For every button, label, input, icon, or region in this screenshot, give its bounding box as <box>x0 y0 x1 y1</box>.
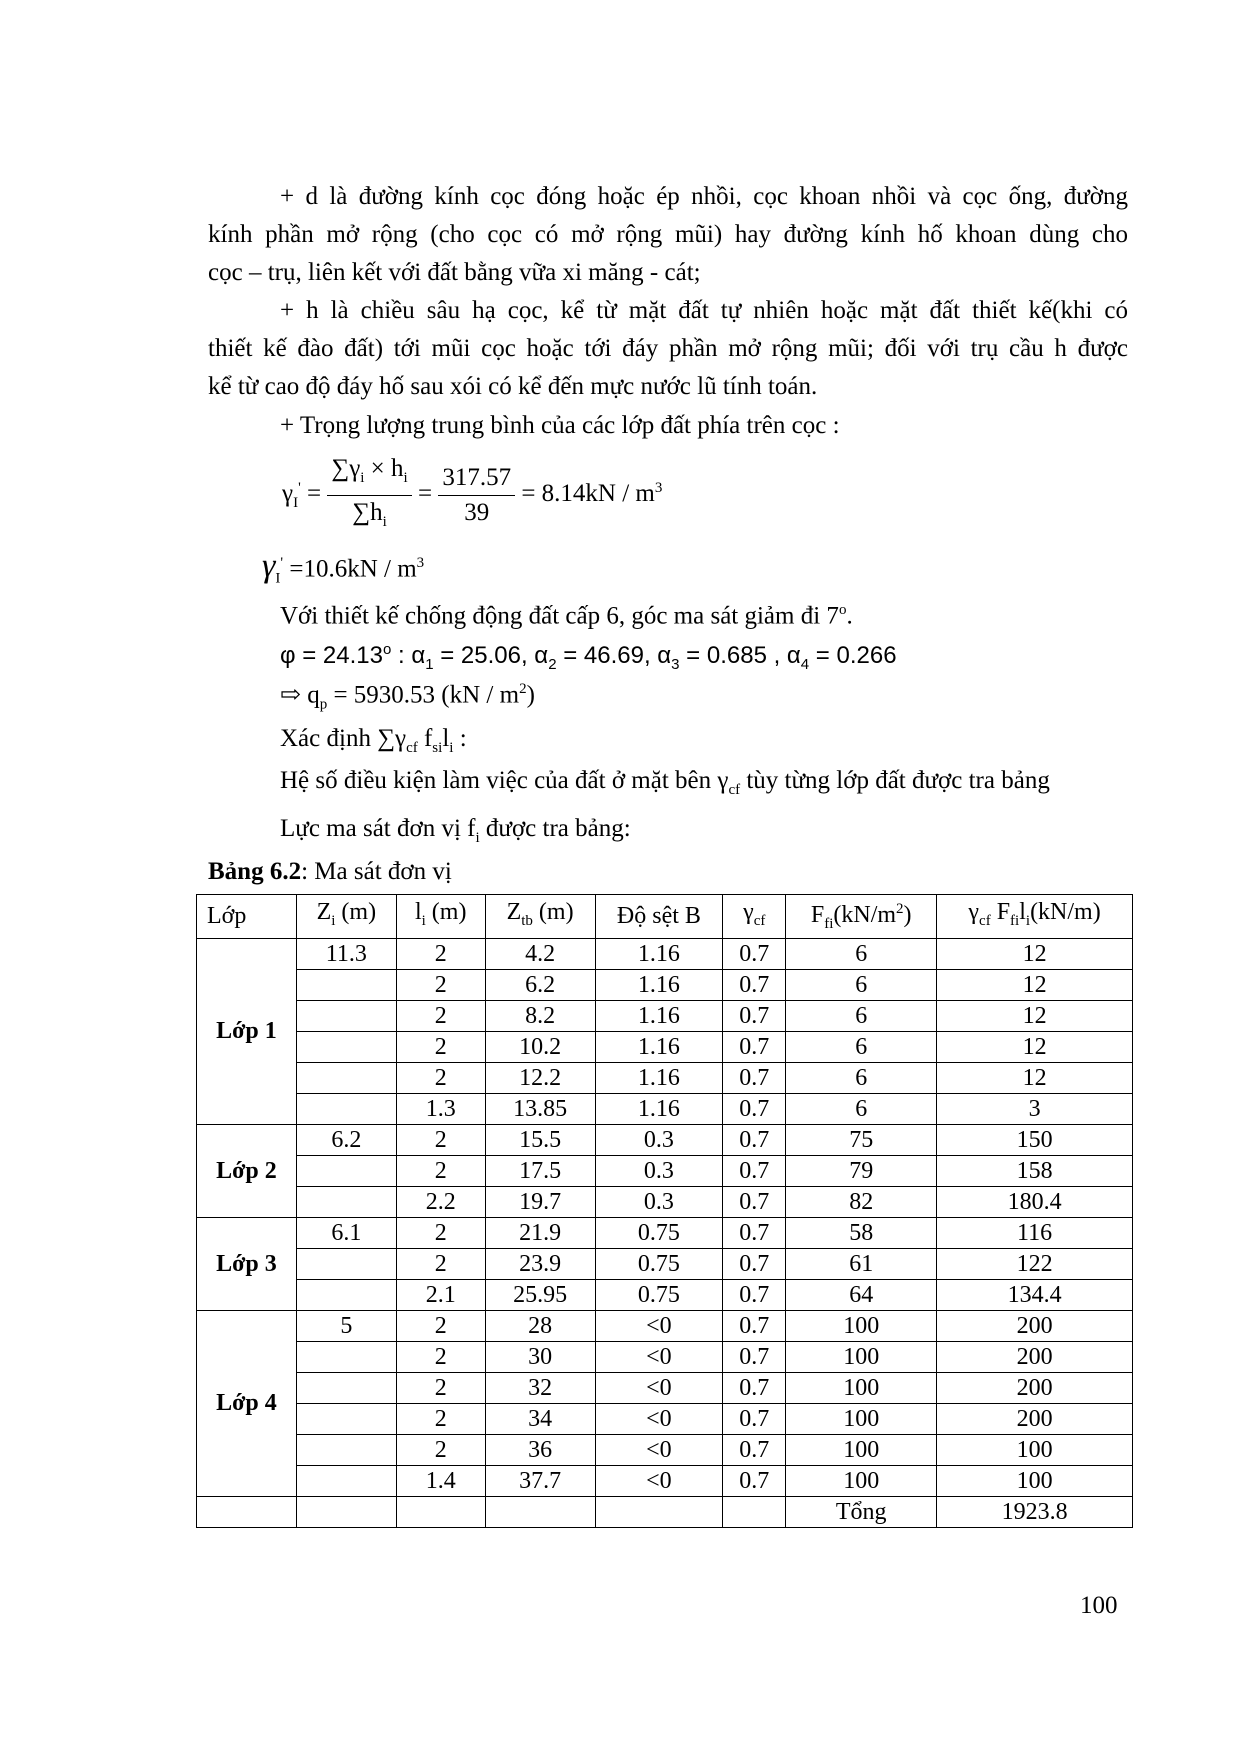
unit-friction-note: Lực ma sát đơn vị $f_i$ được tra bảng: <box>280 815 631 846</box>
table-cell: 34 <box>485 1403 595 1434</box>
table-cell: 21.9 <box>485 1217 595 1248</box>
table-cell: 0.7 <box>723 969 786 1000</box>
table-cell: 13.85 <box>485 1093 595 1124</box>
table-cell <box>296 1186 396 1217</box>
table-cell: 32 <box>485 1372 595 1403</box>
table-cell: <0 <box>595 1310 723 1341</box>
table-cell: 2 <box>396 1062 485 1093</box>
table-cell <box>296 1031 396 1062</box>
table-cell: 19.7 <box>485 1186 595 1217</box>
table-cell: 2 <box>396 1372 485 1403</box>
header-ffi: $F_{fi}(kN/m^2)$ <box>786 895 937 939</box>
table-cell: 0.7 <box>723 1310 786 1341</box>
table-cell: 1.16 <box>595 1031 723 1062</box>
table-cell: 0.7 <box>723 1000 786 1031</box>
table-cell: 0.7 <box>723 1124 786 1155</box>
table-cell: 6 <box>786 938 937 969</box>
header-gamma-cf: $\gamma_{cf}$ <box>723 895 786 939</box>
arrow-right-icon: ⇨ <box>280 681 301 709</box>
table-cell: 28 <box>485 1310 595 1341</box>
formula-average-unit-weight: $\gamma_I'$ = $\frac{\sum\gamma_i \times h_i}{\sum h_i}$ = $\frac{317.57}{39}$ = $8.14kN / m^3$ <box>282 452 662 539</box>
text-line: + d là đường kính cọc đóng hoặc ép nhồi, cọc khoan nhồi và cọc ống, đường <box>280 183 1128 210</box>
table-cell: 5 <box>296 1310 396 1341</box>
table-cell: 61 <box>786 1248 937 1279</box>
table-cell: 6 <box>786 1031 937 1062</box>
table-cell <box>296 1434 396 1465</box>
table-cell: 2 <box>396 1000 485 1031</box>
table-cell: 12 <box>937 1062 1133 1093</box>
table-caption: Bảng 6.2: Ma sát đơn vị <box>208 858 452 885</box>
table-cell <box>296 1372 396 1403</box>
table-cell: 180.4 <box>937 1186 1133 1217</box>
table-cell: 0.7 <box>723 1403 786 1434</box>
fraction-values: $\frac{317.57}{39}$ <box>438 461 515 530</box>
table-cell: 200 <box>937 1341 1133 1372</box>
table-row <box>197 1279 1133 1310</box>
table-cell: 6 <box>786 1093 937 1124</box>
table-cell: 11.3 <box>296 938 396 969</box>
table-cell: 25.95 <box>485 1279 595 1310</box>
table-row <box>197 1062 1133 1093</box>
table-cell: 2.2 <box>396 1186 485 1217</box>
table-row <box>197 969 1133 1000</box>
unit-friction-table <box>196 894 1133 1528</box>
table-cell <box>296 1403 396 1434</box>
table-cell: 10.2 <box>485 1031 595 1062</box>
table-cell: 6.1 <box>296 1217 396 1248</box>
table-cell: 0.7 <box>723 1031 786 1062</box>
table-total-row <box>197 1496 1133 1527</box>
table-cell: 100 <box>786 1341 937 1372</box>
table-cell: 2.1 <box>396 1279 485 1310</box>
table-cell: 30 <box>485 1341 595 1372</box>
text-line: + h là chiều sâu hạ cọc, kể từ mặt đất tự nhiên hoặc mặt đất thiết kế(khi có <box>280 297 1128 324</box>
table-row <box>197 1093 1133 1124</box>
table-cell <box>296 1496 396 1527</box>
table-cell: 1.16 <box>595 969 723 1000</box>
table-row <box>197 1155 1133 1186</box>
table-cell: 3 <box>937 1093 1133 1124</box>
table-cell: <0 <box>595 1465 723 1496</box>
table-cell: 100 <box>786 1465 937 1496</box>
table-row <box>197 1372 1133 1403</box>
table-cell <box>296 1155 396 1186</box>
table-cell: 122 <box>937 1248 1133 1279</box>
layer-name-cell: Lớp 2 <box>197 1124 297 1217</box>
table-cell: 0.7 <box>723 1372 786 1403</box>
header-zi: $Z_i$ (m) <box>296 895 396 939</box>
table-row <box>197 1403 1133 1434</box>
text-line: thiết kế đào đất) tới mũi cọc hoặc tới đáy phần mở rộng mũi; đối với trụ cầu h được <box>208 335 1128 362</box>
table-cell: 15.5 <box>485 1124 595 1155</box>
paragraph-pile-depth <box>208 292 1128 406</box>
table-cell: 0.7 <box>723 1155 786 1186</box>
table-cell <box>296 1279 396 1310</box>
table-cell: 17.5 <box>485 1155 595 1186</box>
table-cell <box>296 969 396 1000</box>
table-cell: 2 <box>396 938 485 969</box>
table-cell: 2 <box>396 1217 485 1248</box>
table-cell <box>296 1248 396 1279</box>
table-cell: 100 <box>786 1310 937 1341</box>
table-cell: 0.7 <box>723 1093 786 1124</box>
table-cell: 0.3 <box>595 1124 723 1155</box>
table-cell: 0.7 <box>723 938 786 969</box>
table-cell: 150 <box>937 1124 1133 1155</box>
friction-angle-coefficients: $\varphi = 24.13^o$ : $\alpha_1 = 25.06$, $\alpha_2 = 46.69$, $\alpha_3 = 0.685$ , $\alpha_4 = 0.266$ <box>280 641 897 673</box>
table-cell: 2 <box>396 1403 485 1434</box>
table-cell: 2 <box>396 1434 485 1465</box>
table-cell: 2 <box>396 1310 485 1341</box>
table-cell: 1.16 <box>595 938 723 969</box>
table-cell <box>296 1341 396 1372</box>
table-cell: 1.16 <box>595 1000 723 1031</box>
seismic-note: Với thiết kế chống động đất cấp 6, góc ma sát giảm đi 7$^o$. <box>280 602 853 630</box>
table-cell: 2 <box>396 1155 485 1186</box>
table-cell: 6 <box>786 1000 937 1031</box>
total-label: Tổng <box>786 1496 937 1527</box>
fraction-sum: $\frac{\sum\gamma_i \times h_i}{\sum h_i}$ <box>327 452 411 539</box>
table-cell: 0.75 <box>595 1279 723 1310</box>
table-row <box>197 1341 1133 1372</box>
table-cell: 64 <box>786 1279 937 1310</box>
table-cell: 23.9 <box>485 1248 595 1279</box>
table-cell: 0.3 <box>595 1186 723 1217</box>
table-cell: 0.75 <box>595 1248 723 1279</box>
table-row <box>197 1124 1133 1155</box>
working-coefficient-note: Hệ số điều kiện làm việc của đất ở mặt bên $\gamma_{cf}$ tùy từng lớp đất được tra bảng <box>280 767 1050 798</box>
table-cell <box>197 1496 297 1527</box>
table-cell: 2 <box>396 1248 485 1279</box>
table-cell: 1.16 <box>595 1093 723 1124</box>
table-cell <box>485 1496 595 1527</box>
table-row <box>197 1248 1133 1279</box>
table-cell: 100 <box>937 1434 1133 1465</box>
table-row <box>197 938 1133 969</box>
table-row <box>197 1031 1133 1062</box>
table-cell: 200 <box>937 1310 1133 1341</box>
table-cell: 2 <box>396 1124 485 1155</box>
header-layer: Lớp <box>197 895 297 939</box>
header-friction-force: $\gamma_{cf}$ $F_{fi}l_i(kN/m)$ <box>937 895 1133 939</box>
table-cell: 1.16 <box>595 1062 723 1093</box>
table-header-row <box>197 895 1133 939</box>
table-cell: 12.2 <box>485 1062 595 1093</box>
header-consistency: Độ sệt B <box>595 895 723 939</box>
table-cell: 0.7 <box>723 1248 786 1279</box>
table-row <box>197 1465 1133 1496</box>
table-cell: <0 <box>595 1341 723 1372</box>
paragraph-pile-diameter <box>208 178 1128 292</box>
table-cell: 0.7 <box>723 1465 786 1496</box>
table-cell: <0 <box>595 1372 723 1403</box>
table-cell: 6.2 <box>485 969 595 1000</box>
table-cell: 200 <box>937 1403 1133 1434</box>
page-number: 100 <box>1080 1592 1118 1619</box>
tip-resistance-result: ⇨ $q_p = 5930.53$ $(kN / m^2)$ <box>280 681 535 713</box>
table-cell <box>723 1496 786 1527</box>
table-cell: 82 <box>786 1186 937 1217</box>
table-cell: 37.7 <box>485 1465 595 1496</box>
header-li: $l_i$ (m) <box>396 895 485 939</box>
text-line: cọc – trụ, liên kết với đất bằng vữa xi măng - cát; <box>208 259 701 286</box>
table-cell: 0.3 <box>595 1155 723 1186</box>
table-row <box>197 1217 1133 1248</box>
table-cell: 58 <box>786 1217 937 1248</box>
table-cell: 0.7 <box>723 1186 786 1217</box>
table-cell: 75 <box>786 1124 937 1155</box>
table-row <box>197 1310 1133 1341</box>
table-row <box>197 1186 1133 1217</box>
table-cell <box>396 1496 485 1527</box>
table-cell: 116 <box>937 1217 1133 1248</box>
table-cell <box>296 1000 396 1031</box>
table-cell: 2 <box>396 1341 485 1372</box>
table-cell: 6.2 <box>296 1124 396 1155</box>
table-cell: 6 <box>786 1062 937 1093</box>
table-cell: 158 <box>937 1155 1133 1186</box>
table-cell <box>595 1496 723 1527</box>
table-cell: 6 <box>786 969 937 1000</box>
layer-name-cell: Lớp 1 <box>197 938 297 1124</box>
paragraph-average-weight: + Trọng lượng trung bình của các lớp đất phía trên cọc : <box>280 412 840 439</box>
table-cell: 0.7 <box>723 1217 786 1248</box>
determine-sum: Xác định $\sum\gamma_{cf}$ $f_{si}l_i$ : <box>280 725 467 756</box>
table-cell: 12 <box>937 938 1133 969</box>
table-cell: 100 <box>937 1465 1133 1496</box>
table-cell: 1.4 <box>396 1465 485 1496</box>
layer-name-cell: Lớp 3 <box>197 1217 297 1310</box>
formula-unit-weight-value: $\gamma_I' =10.6kN / m^3$ <box>262 547 425 587</box>
table-cell: 8.2 <box>485 1000 595 1031</box>
table-cell: 4.2 <box>485 938 595 969</box>
table-cell: 100 <box>786 1372 937 1403</box>
table-cell: 2 <box>396 1031 485 1062</box>
table-cell: 1.3 <box>396 1093 485 1124</box>
table-cell: 36 <box>485 1434 595 1465</box>
table-cell: <0 <box>595 1403 723 1434</box>
table-row <box>197 1000 1133 1031</box>
table-cell: 0.75 <box>595 1217 723 1248</box>
text-line: kính phần mở rộng (cho cọc có mở rộng mũi) hay đường kính hố khoan dùng cho <box>208 221 1128 248</box>
layer-name-cell: Lớp 4 <box>197 1310 297 1496</box>
table-cell: 0.7 <box>723 1062 786 1093</box>
table-cell: 12 <box>937 1000 1133 1031</box>
table-cell: 100 <box>786 1434 937 1465</box>
table-cell: 12 <box>937 969 1133 1000</box>
header-ztb: $Z_{tb}$ (m) <box>485 895 595 939</box>
table-cell: 0.7 <box>723 1341 786 1372</box>
table-cell <box>296 1062 396 1093</box>
table-cell: 79 <box>786 1155 937 1186</box>
table-cell: <0 <box>595 1434 723 1465</box>
table-cell <box>296 1093 396 1124</box>
table-row <box>197 1434 1133 1465</box>
table-cell: 2 <box>396 969 485 1000</box>
table-cell: 0.7 <box>723 1434 786 1465</box>
text-line: kể từ cao độ đáy hố sau xói có kể đến mực nước lũ tính toán. <box>208 373 818 400</box>
table-cell: 100 <box>786 1403 937 1434</box>
table-cell: 134.4 <box>937 1279 1133 1310</box>
table-cell: 12 <box>937 1031 1133 1062</box>
table-cell: 0.7 <box>723 1279 786 1310</box>
table-cell <box>296 1465 396 1496</box>
table-cell: 200 <box>937 1372 1133 1403</box>
total-value: 1923.8 <box>937 1496 1133 1527</box>
